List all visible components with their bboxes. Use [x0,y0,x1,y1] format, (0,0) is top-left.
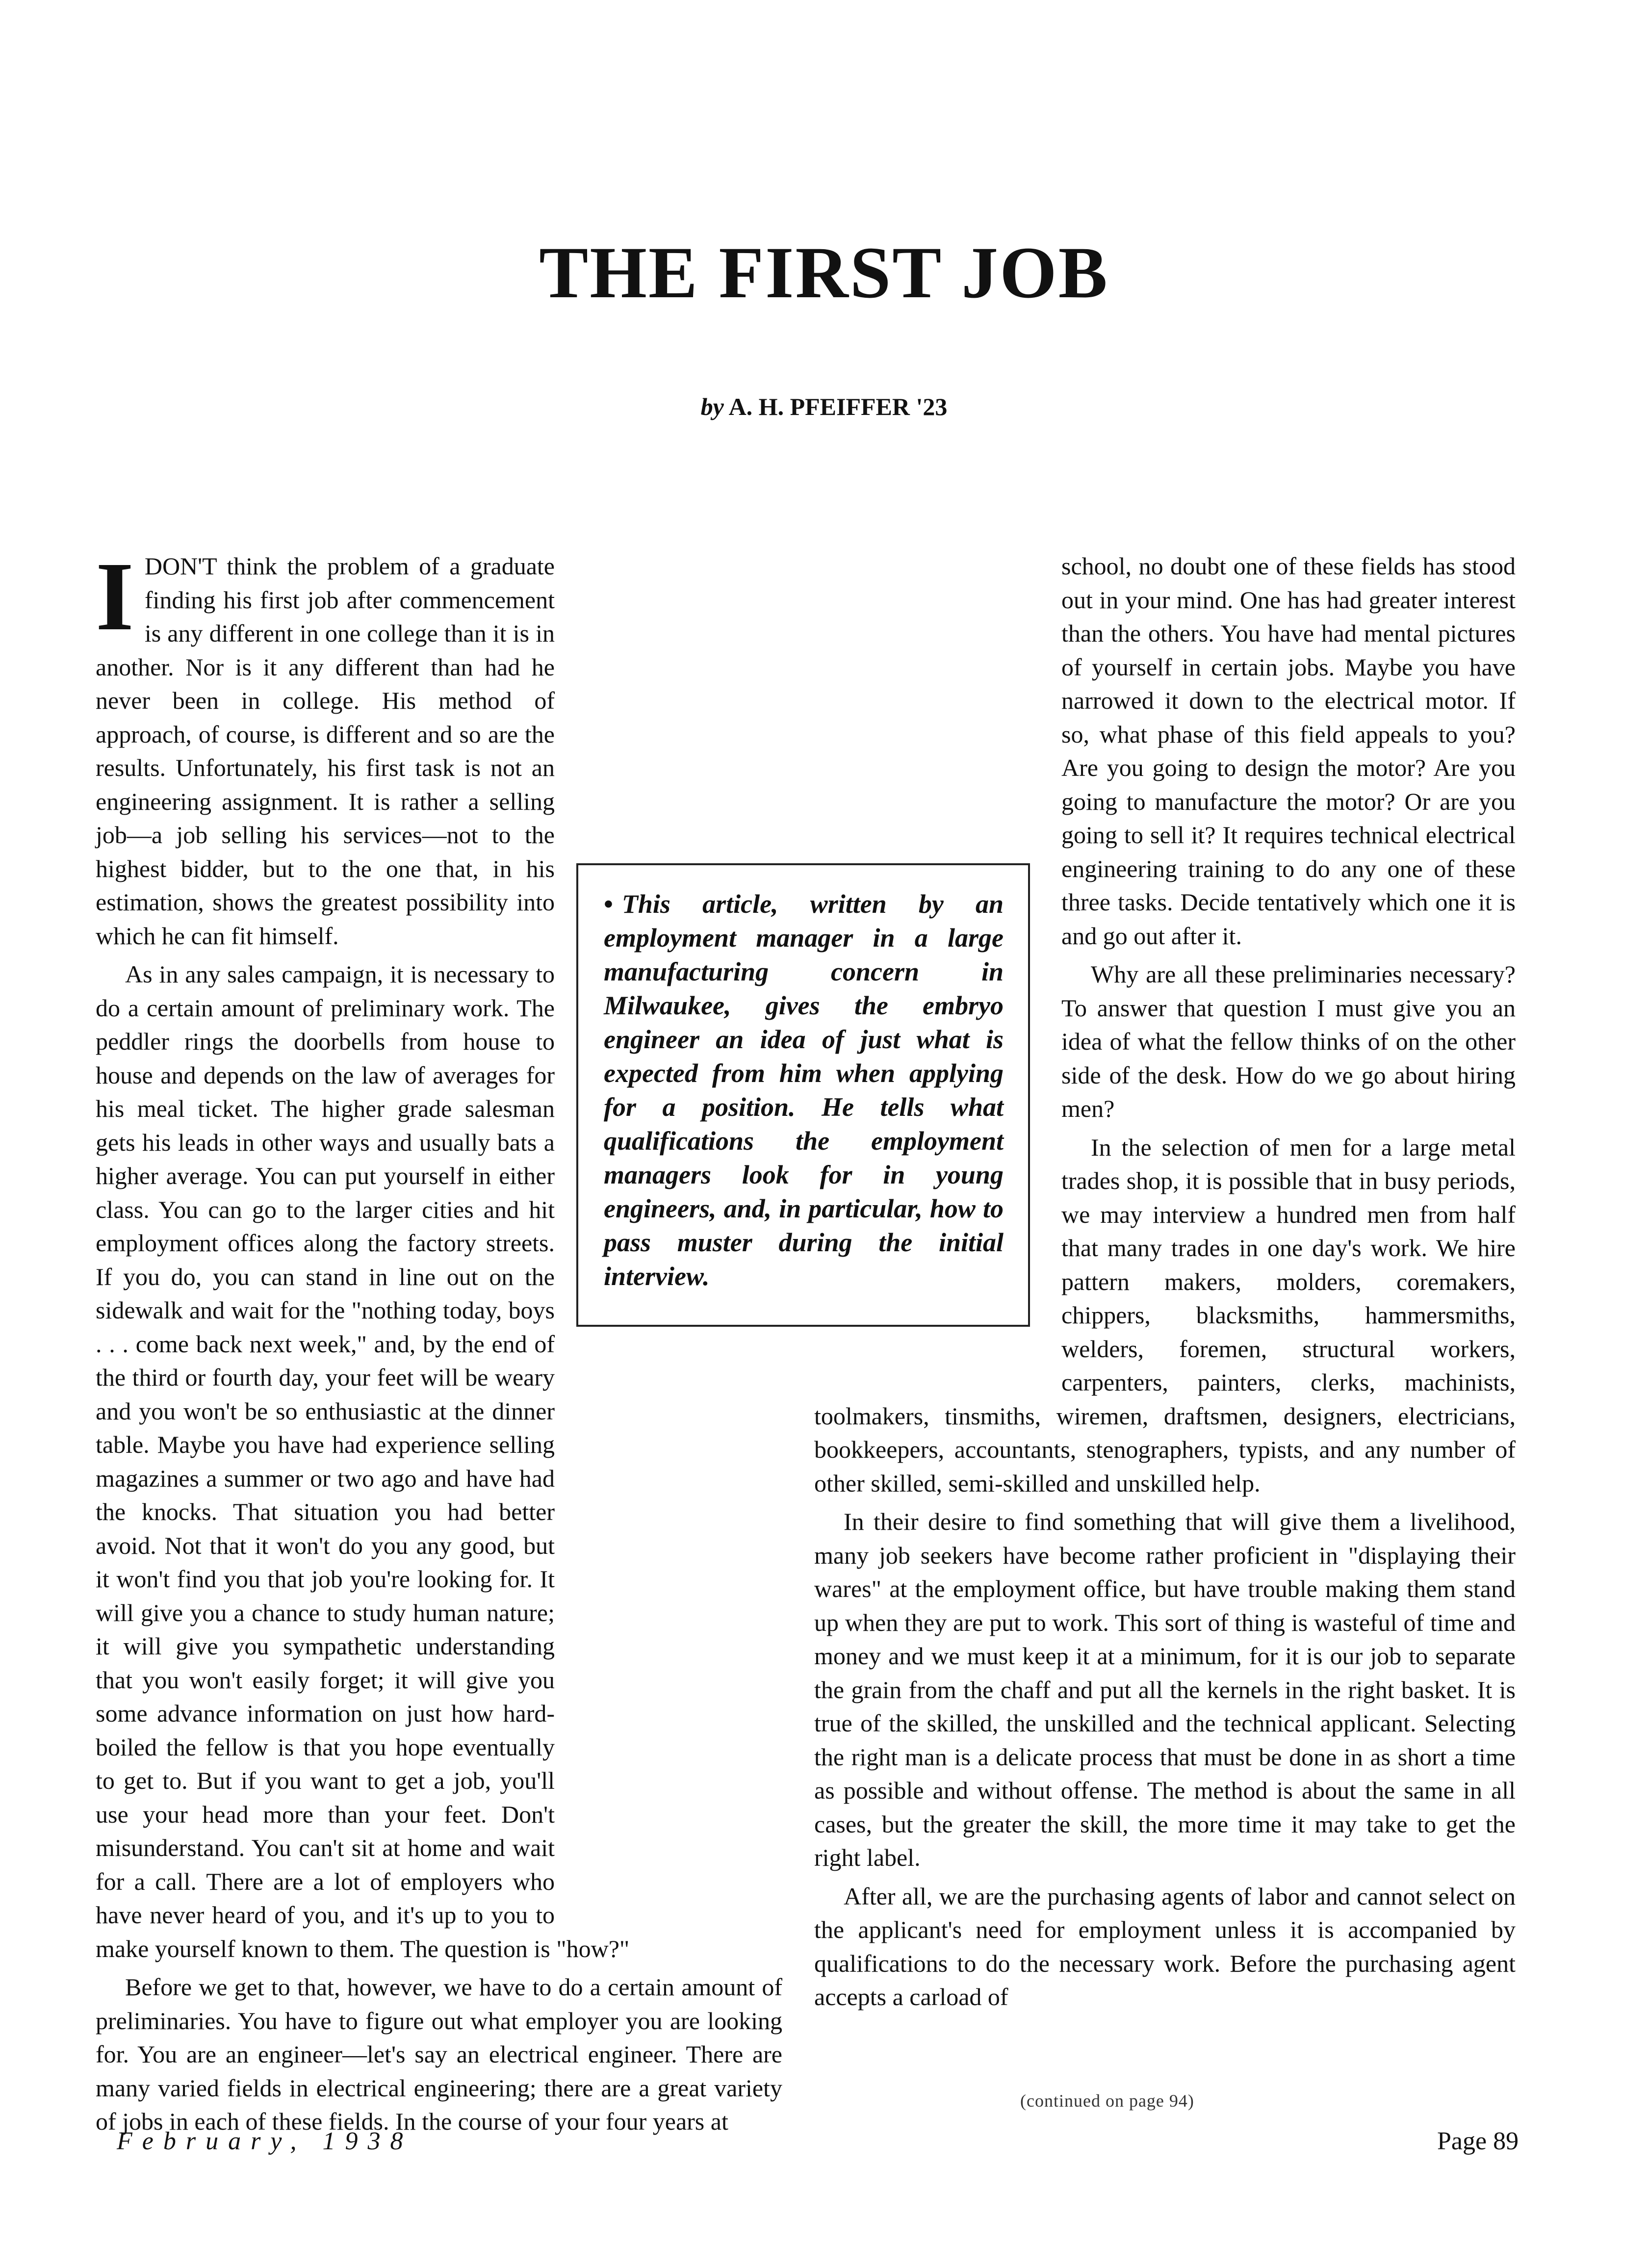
paragraph: IDON'T think the problem of a graduate finding his first job after commencement is any different in one college than it is in another. Nor is it any different than had he never been in college. His method of approach, of course, is different and so are the results. Unfortunately, his first task is not an engineering assignment. It is rather a selling job—a job selling his services—not to the highest bidder, but to the one that, in his estimation, shows the greatest possibility into which he can fit himself. [96,542,555,950]
byline [0,392,1648,421]
paragraph: After all, we are the purchasing agents of labor and cannot select on the applicant's need for employment unless it is accompanied by qualifications to do the necessary work. Before the purchasing agent accepts a carload of [814,1882,1516,2010]
paragraph: Why are all these preliminaries necessary? To answer that question I must give you an idea of what the fellow thinks of on the other side of the desk. How do we go about hiring men? [1061,960,1516,1122]
byline-by: by [700,393,724,420]
issue-date: February, 1938 [117,2127,413,2155]
article-title: THE FIRST JOB [539,232,1109,313]
drop-cap: I [96,542,134,651]
bullet-icon: • [604,889,613,919]
page-number: Page 89 [1437,2127,1519,2155]
paragraph: Before we get to that, however, we have to do a certain amount of preliminaries. You have to figure out what employer you are looking for. You are an engineer—let's say an electrical engineer. There are many varied fields in electrical engineering; there are a great variety of jobs in each of these fields. In the course of your four years at [96,1973,782,2135]
continued-note: (continued on page 94) [1020,2091,1194,2111]
paragraph: school, no doubt one of these fields has stood out in your mind. One has had greater interest than the others. You have had mental pictures of yourself in certain jobs. Maybe you have narrowed it down to the electrical motor. If so, what phase of this field appeals to you? Are you going to design the motor? Are you going to manufacture the motor? Or are you going to sell it? It requires technical electrical engineering training to do any one of these three tasks. Decide tentatively which one it is and go out after it. [1061,552,1516,950]
paragraph: As in any sales campaign, it is necessary to do a certain amount of preliminary work. The peddler rings the doorbells from house to house and depends on the law of averages for his meal ticket. The higher grade salesman gets his leads in other ways and usually bats a higher average. You can put yourself in either class. You can go to the larger cities and hit employment offices along the factory streets. If you do, you can stand in line out on the sidewalk and wait for the "nothing today, boys . . . come back next week," and, by the end of the third or fourth day, your feet will be weary and you won't be so enthusiastic at the dinner table. Maybe you have had experience selling magazines a summer or two ago and have had the knocks. That situation you had better avoid. Not that it won't do you any good, but it won't find you that job you're looking for. It will give you a chance to study human nature; it will give you sympathetic understanding that you won't easily forget; it will give you some advance information on just how hard-boiled the fellow is that you hope eventually to get to. But if you want to get a job, you'll use your head more than your feet. Don't misunderstand. You can't sit at home and wait for a call. There are a lot of employers who have never heard of you, and it's up to you to make yourself known to them. The question is "how?" [96,960,630,1962]
paragraph: In the selection of men for a large metal trades shop, it is possible that in busy periods, we may interview a hundred men from half that many trades in one day's work. We hire pattern makers, molders, coremakers, chippers, blacksmiths, hammersmiths, welders, foremen, structural workers, carpenters, painters, clerks, machinists, toolmakers, tinsmiths, wiremen, draftsmen, designers, electricians, bookkeepers, accountants, stenographers, typists, and any number of other skilled, semi-skilled and unskilled help. [814,1133,1516,1497]
sidebar-box [576,863,1030,1327]
paragraph: In their desire to find something that will give them a livelihood, many job seekers have become rather proficient in "displaying their wares" at the employment office, but have trouble making them stand up when they are put to work. This sort of thing is wasteful of time and money and we must keep it at a minimum, for it is our job to separate the grain from the chaff and put all the kernels in the right basket. It is true of the skilled, the unskilled and the technical applicant. Selecting the right man is a delicate process that must be done in as short a time as possible and without offense. The method is about the same in all cases, but the greater the skill, the more time it may take to get the right label. [814,1508,1516,1871]
sidebar-text: This article, written by an employment manager in a large manufacturing concern in Milwaukee, gives the embryo engineer an idea of just what is expected from him when applying for a position. He tells what qualifications the employment managers look for in young engineers, and, in particular, how to pass muster during the initial interview. [604,889,1004,1291]
left-column [96,542,782,2135]
byline-author: A. H. PFEIFFER '23 [728,393,948,420]
